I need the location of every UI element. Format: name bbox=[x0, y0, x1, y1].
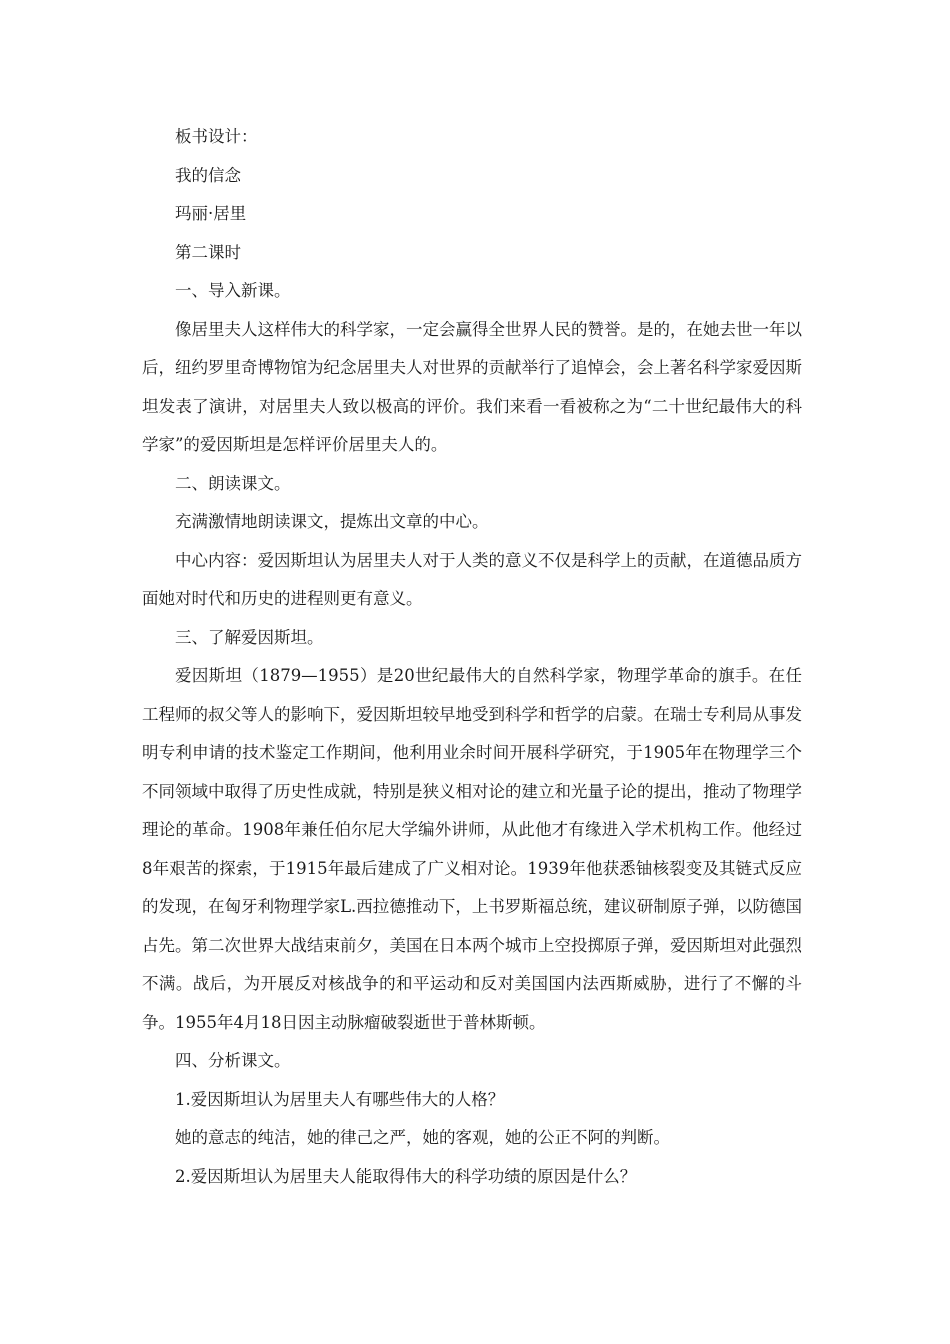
section-2-heading: 二、朗读课文。 bbox=[175, 473, 291, 493]
section-2-paragraph: 充满激情地朗读课文，提炼出文章的中心。 bbox=[175, 512, 489, 531]
section-2-center-paragraph: 中心内容：爱因斯坦认为居里夫人对于人类的意义不仅是科学上的贡献，在道德品质方面她对时代和历史的进程则更有意义。 bbox=[142, 550, 802, 608]
section-3-paragraph: 爱因斯坦（1879—1955）是20世纪最伟大的自然科学家，物理学革命的旗手。在任工程师的叔父等人的影响下，爱因斯坦较早地受到科学和哲学的启蒙。在瑞士专利局从事发明专利申请的技术鉴定工作期间，他利用业余时间开展科学研究，于1905年在物理学三个不同领域中取得了历史性成就，特别是狭义相对论的建立和光量子论的提出，推动了物理学理论的革命。1908年兼任伯尔尼大学编外讲师，从此他才有缘进入学术机构工作。他经过8年艰苦的探索，于1915年最后建成了广义相对论。1939年他获悉铀核裂变及其链式反应的发现，在匈牙利物理学家L.西拉德推动下，上书罗斯福总统，建议研制原子弹，以防德国占先。第二次世界大战结束前夕，美国在日本两个城市上空投掷原子弹，爱因斯坦对此强烈不满。战后，为开展反对核战争的和平运动和反对美国国内法西斯威胁，进行了不懈的斗争。1955年4月18日因主动脉瘤破裂逝世于普林斯顿。 bbox=[142, 666, 802, 1032]
question-1: 1.爱因斯坦认为居里夫人有哪些伟大的人格？ bbox=[175, 1089, 505, 1109]
board-author: 玛丽·居里 bbox=[175, 204, 247, 223]
answer-1: 她的意志的纯洁，她的律己之严，她的客观，她的公正不阿的判断。 bbox=[175, 1128, 670, 1147]
section-1-heading: 一、导入新课。 bbox=[175, 281, 291, 300]
board-title: 我的信念 bbox=[175, 165, 241, 185]
question-2: 2.爱因斯坦认为居里夫人能取得伟大的科学功绩的原因是什么？ bbox=[175, 1166, 637, 1186]
section-4-heading: 四、分析课文。 bbox=[175, 1051, 291, 1070]
lesson-two-heading: 第二课时 bbox=[175, 242, 241, 262]
board-design-label: 板书设计： bbox=[175, 127, 258, 146]
section-3-heading: 三、了解爱因斯坦。 bbox=[175, 627, 324, 647]
section-1-paragraph: 像居里夫人这样伟大的科学家，一定会赢得全世界人民的赞誉。是的，在她去世一年以后，纽约罗里奇博物馆为纪念居里夫人对世界的贡献举行了追悼会，会上著名科学家爱因斯坦发表了演讲，对居里夫人致以极高的评价。我们来看一看被称之为“二十世纪最伟大的科学家”的爱因斯坦是怎样评价居里夫人的。 bbox=[142, 319, 802, 454]
document-body bbox=[142, 118, 802, 1196]
